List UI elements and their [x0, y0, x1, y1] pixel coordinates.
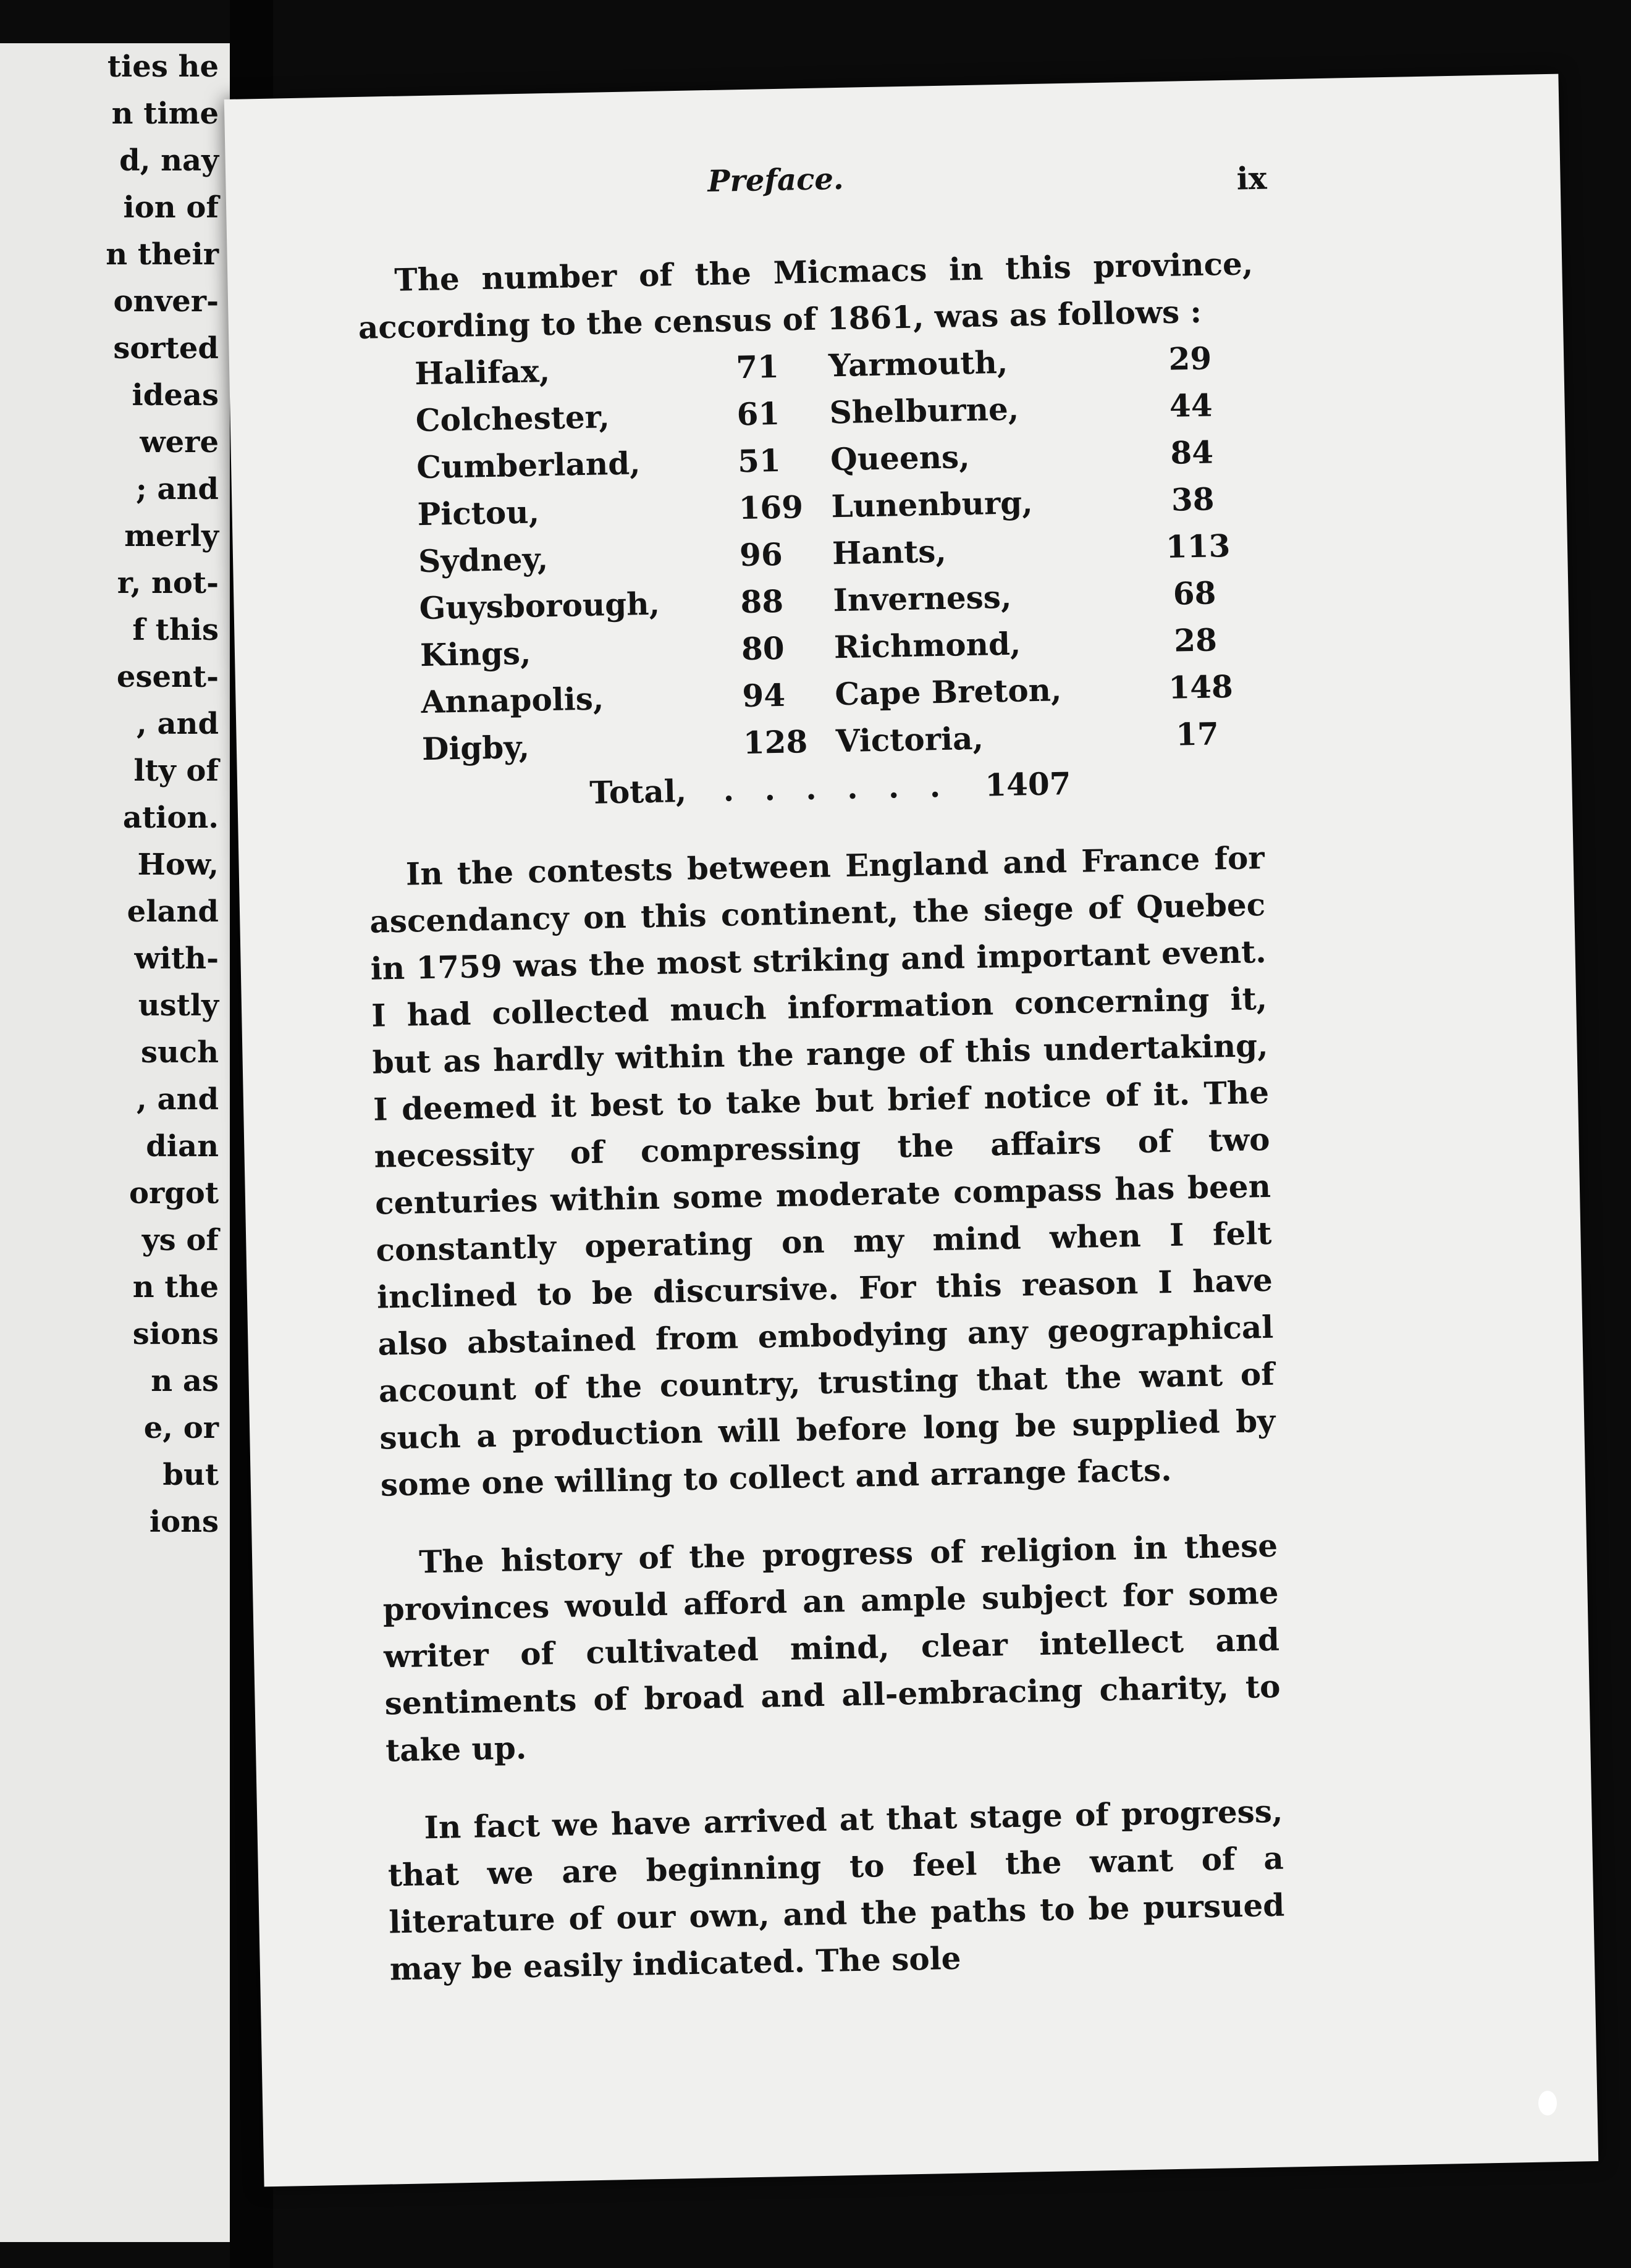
county-name: Digby,	[421, 728, 530, 768]
left-line: r, not-	[117, 566, 219, 600]
body-paragraph: The history of the progress of religion in these provinces would afford an ample subject for some writer of cultivated mind, clear intellect and sentiments of broad and all-embracing charity, to take up.	[382, 1527, 1281, 1769]
left-line: ation.	[122, 800, 219, 835]
leader-dots: . . . . . .	[723, 767, 951, 808]
left-line: n the	[132, 1270, 219, 1304]
county-count: 128	[743, 723, 808, 762]
left-line: d, nay	[119, 143, 219, 178]
county-count: 61	[736, 395, 780, 433]
left-line: ; and	[136, 472, 219, 506]
left-line: ys of	[141, 1223, 219, 1258]
county-name: Richmond,	[833, 625, 1021, 666]
total-label: Total,	[589, 772, 687, 811]
county-count: 28	[1173, 621, 1218, 659]
county-name: Queens,	[830, 438, 971, 478]
page-number: ix	[1236, 159, 1268, 197]
left-line: sions	[132, 1317, 219, 1351]
left-line: with-	[134, 941, 219, 976]
county-count: 38	[1171, 481, 1215, 518]
county-name: Shelburne,	[829, 390, 1019, 431]
county-count: 51	[737, 442, 782, 480]
county-name: Cape Breton,	[834, 671, 1062, 713]
left-line: orgot	[129, 1176, 219, 1211]
county-name: Pictou,	[417, 494, 540, 533]
body-paragraph: In fact we have arrived at that stage of progress, that we are beginning to feel the want of a literature of our own, and the paths to be pursued may be easily indicated. The sole	[387, 1792, 1285, 1988]
county-name: Yarmouth,	[828, 343, 1008, 384]
county-count: 88	[740, 582, 784, 621]
left-line: sorted	[113, 331, 219, 366]
left-line: ustly	[138, 988, 219, 1023]
left-line: eland	[127, 894, 219, 929]
page-header	[355, 154, 1268, 220]
left-line: lty of	[133, 754, 219, 788]
county-name: Lunenburg,	[831, 484, 1034, 525]
left-line: dian	[146, 1129, 219, 1164]
county-count: 80	[741, 629, 785, 668]
county-name: Victoria,	[835, 720, 984, 760]
county-count: 17	[1175, 715, 1220, 753]
county-count: 29	[1168, 340, 1212, 377]
left-line: n their	[106, 237, 219, 272]
left-line: ideas	[132, 378, 219, 413]
county-name: Kings,	[419, 634, 531, 674]
left-line: onver-	[113, 284, 219, 319]
county-count: 68	[1173, 574, 1216, 612]
left-line: were	[140, 425, 219, 460]
county-name: Guysborough,	[419, 585, 660, 627]
county-count: 94	[741, 676, 786, 715]
left-page	[0, 43, 230, 2242]
left-line: How,	[137, 847, 219, 882]
county-count: 169	[738, 489, 804, 527]
county-name: Colchester,	[415, 398, 610, 439]
county-count: 113	[1165, 527, 1231, 565]
census-table	[414, 335, 1234, 820]
county-name: Halifax,	[414, 353, 550, 392]
left-line: , and	[137, 1082, 219, 1117]
left-line: merly	[124, 519, 219, 553]
left-line: f this	[132, 613, 219, 647]
county-count: 96	[739, 536, 783, 574]
county-name: Inverness,	[832, 578, 1012, 619]
dust-speck	[1538, 2091, 1557, 2115]
county-name: Annapolis,	[420, 680, 604, 721]
left-line: esent-	[116, 660, 219, 694]
county-count: 148	[1168, 668, 1234, 706]
left-line: ion of	[123, 190, 219, 225]
county-name: Hants,	[832, 532, 947, 572]
county-count: 84	[1170, 434, 1214, 471]
intro-paragraph: The number of the Micmacs in this province, according to the census of 1861, was as follows :	[358, 245, 1254, 346]
book-page	[224, 74, 1598, 2187]
page-content	[357, 159, 1286, 1993]
left-page-text	[106, 43, 219, 1545]
left-line: ions	[149, 1505, 219, 1539]
running-head: Preface.	[707, 161, 845, 200]
left-line: such	[140, 1035, 219, 1070]
left-line: n as	[151, 1364, 219, 1398]
body-paragraph: In the contests between England and France for ascendancy on this continent, the siege of Quebec in 1759 was the most striking and important event. I had collected much information concerning it, but as hardly within the range of this undertaking, I deemed it best to take but brief notice of it. The necessity of compressing the affairs of two centuries within some moderate compass has been constantly operating on my mind when I felt inclined to be discursive. For this reason I have also abstained from embodying any geographical account of the country, trusting that the want of such a production will before long be supplied by some one willing to collect and arrange facts.	[369, 839, 1276, 1503]
left-line: e, or	[143, 1411, 219, 1445]
left-line: ties he	[107, 49, 219, 84]
left-line: n time	[111, 96, 219, 131]
total-value: 1407	[984, 765, 1072, 804]
county-count: 44	[1169, 387, 1213, 424]
county-name: Cumberland,	[416, 445, 641, 486]
county-count: 71	[735, 348, 780, 386]
left-line: but	[162, 1458, 219, 1492]
left-line: , and	[137, 707, 219, 741]
county-name: Sydney,	[418, 540, 549, 580]
